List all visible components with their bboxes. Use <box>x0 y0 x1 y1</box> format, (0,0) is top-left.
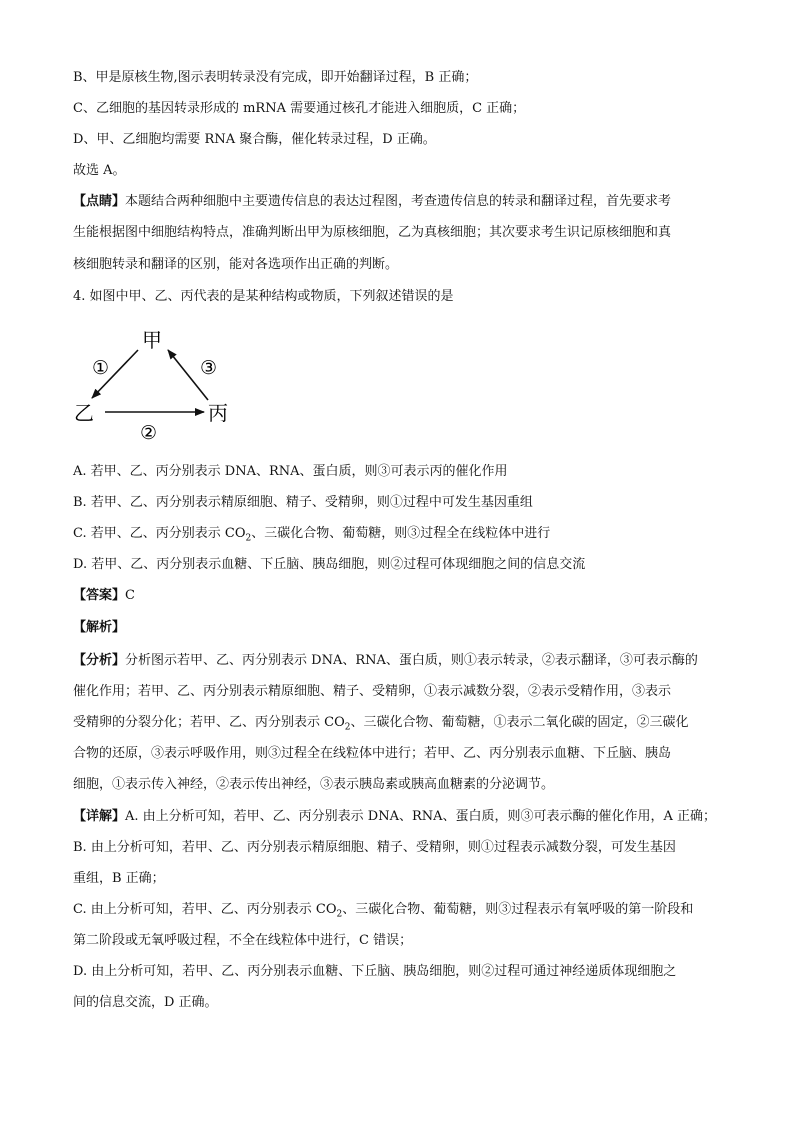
option-a: A. 若甲、乙、丙分别表示 DNA、RNA、蛋白质，则③可表示丙的催化作用 <box>73 464 508 479</box>
triangle-diagram <box>70 318 250 448</box>
label-1: ① <box>92 357 110 379</box>
option-c: C. 若甲、乙、丙分别表示 $CO_2$、三碳化合物、葡萄糖，则③过程全在线粒体中进行 <box>73 526 551 544</box>
xiangjie-label: 【详解】 <box>73 809 126 824</box>
answer-value: C <box>125 588 135 603</box>
node-top: 甲 <box>142 328 162 352</box>
dianjing-text: 本题结合两种细胞中主要遗传信息的表达过程图，考查遗传信息的转录和翻译过程，首先要求考 <box>125 194 672 209</box>
text-line: 生能根据图中细胞结构特点，准确判断出甲为原核细胞，乙为真核细胞；其次要求考生识记原核细胞和真 <box>73 225 672 240</box>
node-right: 丙 <box>208 401 228 425</box>
answer-line <box>73 586 135 606</box>
jiexi-label: 【解析】 <box>73 620 126 635</box>
dianjing-line <box>73 192 671 212</box>
label-3: ③ <box>200 357 218 379</box>
text-line: 核细胞转录和翻译的区别，能对各选项作出正确的判断。 <box>73 257 399 272</box>
xiangjie-paragraph: 【详解】A. 由上分析可知，若甲、乙、丙分别表示 DNA、RNA、蛋白质，则③可表示酶的催化作用，A 正确； B. 由上分析可知，若甲、乙、丙分别表示精原细胞、精子、受精卵，则①过程表示减数分裂，可发生基因 重组，B 正确； C. 由上分析可知，若甲、乙、丙分别表示 $CO_2$、三碳化合物、葡萄糖，则③过程表示有氧呼吸的第一阶段和 第二阶段或无氧呼吸过程，不全在线粒体中进行，C 错误； D. 由上分析可知，若甲、乙、丙分别表示血糖、下丘脑、胰岛细胞，则②过程可通过神经递质体现细胞之 间的信息交流，D 正确。 <box>73 809 717 1010</box>
text-line: B、甲是原核生物,图示表明转录没有完成，即开始翻译过程，B 正确； <box>73 70 478 85</box>
node-left: 乙 <box>74 401 94 425</box>
label-2: ② <box>140 422 158 444</box>
option-d: D. 若甲、乙、丙分别表示血糖、下丘脑、胰岛细胞，则②过程可体现细胞之间的信息交流 <box>73 557 586 572</box>
text-line: 故选 A。 <box>73 163 126 178</box>
text-line: D、甲、乙细胞均需要 RNA 聚合酶，催化转录过程，D 正确。 <box>73 132 436 147</box>
fenxi-label: 【分析】 <box>73 653 126 668</box>
option-b: B. 若甲、乙、丙分别表示精原细胞、精子、受精卵，则①过程中可发生基因重组 <box>73 495 533 510</box>
fenxi-paragraph: 【分析】分析图示若甲、乙、丙分别表示 DNA、RNA、蛋白质，则①表示转录，②表示翻译，③可表示酶的 催化作用；若甲、乙、丙分别表示精原细胞、精子、受精卵，①表示减数分裂，②表示受精作用，③表示 受精卵的分裂分化；若甲、乙、丙分别表示 $CO_2$、三碳化合物、葡萄糖，①表示二氧化碳的固定，②三碳化 合物的还原，③表示呼吸作用，则③过程全在线粒体中进行；若甲、乙、丙分别表示血糖、下丘脑、胰岛 细胞，①表示传入神经，②表示传出神经，③表示胰岛素或胰高血糖素的分泌调节。 <box>73 653 698 792</box>
dianjing-label: 【点睛】 <box>73 194 126 209</box>
question-title: 4. 如图中甲、乙、丙代表的是某种结构或物质，下列叙述错误的是 <box>73 289 454 304</box>
text-line: C、乙细胞的基因转录形成的 mRNA 需要通过核孔才能进入细胞质，C 正确； <box>73 101 526 116</box>
answer-label: 【答案】 <box>73 588 126 603</box>
